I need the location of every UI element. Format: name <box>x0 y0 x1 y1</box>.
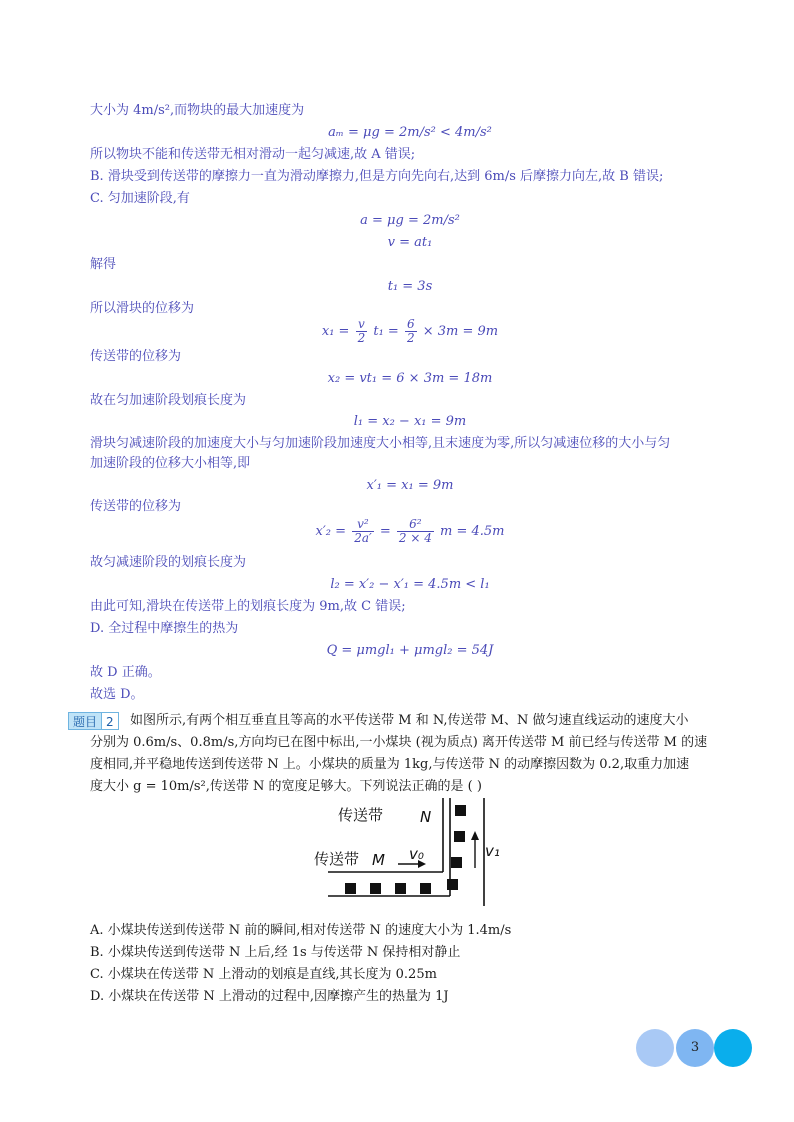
label-v1: v₁ <box>485 842 500 860</box>
label-belt-n-letter: N <box>420 808 432 826</box>
solution-line: 传送带的位移为 <box>90 499 182 514</box>
solution-line: 故在匀加速阶段划痕长度为 <box>90 393 247 408</box>
fraction-numerator: v <box>356 318 368 332</box>
equation: l₁ = x₂ − x₁ = 9m <box>353 414 467 429</box>
equation: t₁ = 3s <box>387 279 433 294</box>
solution-line: D. 全过程中摩擦生的热为 <box>90 621 239 636</box>
equation: v = at₁ <box>387 235 433 250</box>
fraction <box>356 318 368 345</box>
v1-arrow-head <box>471 831 479 840</box>
coal-block <box>420 883 431 894</box>
coal-block <box>455 805 466 816</box>
fraction-numerator: 6² <box>397 518 434 532</box>
fraction <box>405 318 417 345</box>
page-dot-3 <box>714 1029 752 1067</box>
fraction-numerator: 6 <box>406 317 415 331</box>
solution-line: 解得 <box>90 257 117 272</box>
solution-line: B. 滑块受到传送带的摩擦力一直为滑动摩擦力,但是方向先向右,达到 6m/s 后摩擦力向左,故 B 错误; <box>90 169 664 184</box>
equation: Q = μmgl₁ + μmgl₂ = 54J <box>326 643 494 658</box>
eq-part: × 3m = 9m <box>422 324 499 339</box>
label-belt-m: 传送带 <box>314 850 360 868</box>
question-line: 分别为 0.6m/s、0.8m/s,方向均已在图中标出,一小煤块 (视为质点) 离开传送带 M 前已经与传送带 M 的速 <box>90 735 708 750</box>
solution-line: 大小为 4m/s²,而物块的最大加速度为 <box>90 103 305 118</box>
fraction <box>397 518 434 545</box>
coal-block <box>370 883 381 894</box>
solution-line: 所以滑块的位移为 <box>90 301 195 316</box>
page-number: 3 <box>690 1040 700 1055</box>
option-d[interactable]: D. 小煤块在传送带 N 上滑动的过程中,因摩擦产生的热量为 1J <box>90 989 449 1004</box>
solution-line: 加速阶段的位移大小相等,即 <box>90 456 251 471</box>
solution-line: 传送带的位移为 <box>90 349 182 364</box>
equation: x₂ = vt₁ = 6 × 3m = 18m <box>327 371 493 386</box>
solution-line: C. 匀加速阶段,有 <box>90 191 190 206</box>
eq-part: x₁ = <box>321 324 350 339</box>
fraction-numerator: v² <box>352 518 374 532</box>
label-belt-n: 传送带 <box>338 806 384 824</box>
solution-line: 所以物块不能和传送带无相对滑动一起匀减速,故 A 错误; <box>90 147 416 162</box>
option-b[interactable]: B. 小煤块传送到传送带 N 上后,经 1s 与传送带 N 保持相对静止 <box>90 945 461 960</box>
question-tag <box>68 712 119 730</box>
equation: x′₁ = x₁ = 9m <box>366 478 454 493</box>
fraction <box>352 518 374 545</box>
conveyor-figure <box>300 798 500 908</box>
coal-block <box>395 883 406 894</box>
fraction-denominator: 2 × 4 <box>398 531 432 545</box>
equation: l₂ = x′₂ − x′₁ = 4.5m < l₁ <box>330 577 490 592</box>
eq-part: m = 4.5m <box>439 524 505 539</box>
equation-fraction <box>90 518 730 546</box>
conveyor-diagram <box>300 798 500 908</box>
label-v0: v₀ <box>409 845 424 863</box>
solution-line: 由此可知,滑块在传送带上的划痕长度为 9m,故 C 错误; <box>90 599 406 614</box>
solution-line: 滑块匀减速阶段的加速度大小与匀加速阶段加速度大小相等,且末速度为零,所以匀减速位移的大小与匀 <box>90 436 671 451</box>
fraction-denominator: 2 <box>357 331 366 345</box>
fraction-denominator: 2 <box>406 331 415 345</box>
eq-part: t₁ = <box>373 324 399 339</box>
question-line: 如图所示,有两个相互垂直且等高的水平传送带 M 和 N,传送带 M、N 做匀速直线运动的速度大小 <box>130 713 689 728</box>
eq-part: x′₂ = <box>315 524 347 539</box>
page-number-badge <box>636 1029 752 1067</box>
solution-line: 故匀减速阶段的划痕长度为 <box>90 555 247 570</box>
option-c[interactable]: C. 小煤块在传送带 N 上滑动的划痕是直线,其长度为 0.25m <box>90 967 437 982</box>
eq-part: = <box>379 524 391 539</box>
label-belt-m-letter: M <box>372 851 385 869</box>
equation: a = μg = 2m/s² <box>360 213 460 228</box>
coal-block <box>451 857 462 868</box>
page-dot-1 <box>636 1029 674 1067</box>
solution-line: 故选 D。 <box>90 687 144 702</box>
coal-block <box>454 831 465 842</box>
solution-line: 故 D 正确。 <box>90 665 161 680</box>
option-a[interactable]: A. 小煤块传送到传送带 N 前的瞬间,相对传送带 N 的速度大小为 1.4m/s <box>90 923 512 938</box>
question-tag-number: 2 <box>101 712 119 730</box>
question-line: 度相同,并平稳地传送到传送带 N 上。小煤块的质量为 1kg,与传送带 N 的动摩擦因数为 0.2,取重力加速 <box>90 757 690 772</box>
question-tag-label: 题目 <box>68 712 101 730</box>
equation-fraction <box>90 318 730 345</box>
fraction-denominator: 2a′ <box>354 531 372 545</box>
coal-block <box>447 879 458 890</box>
question-line: 度大小 g = 10m/s²,传送带 N 的宽度足够大。下列说法正确的是 ( ) <box>90 779 482 794</box>
coal-block <box>345 883 356 894</box>
equation: aₘ = μg = 2m/s² < 4m/s² <box>328 125 492 140</box>
